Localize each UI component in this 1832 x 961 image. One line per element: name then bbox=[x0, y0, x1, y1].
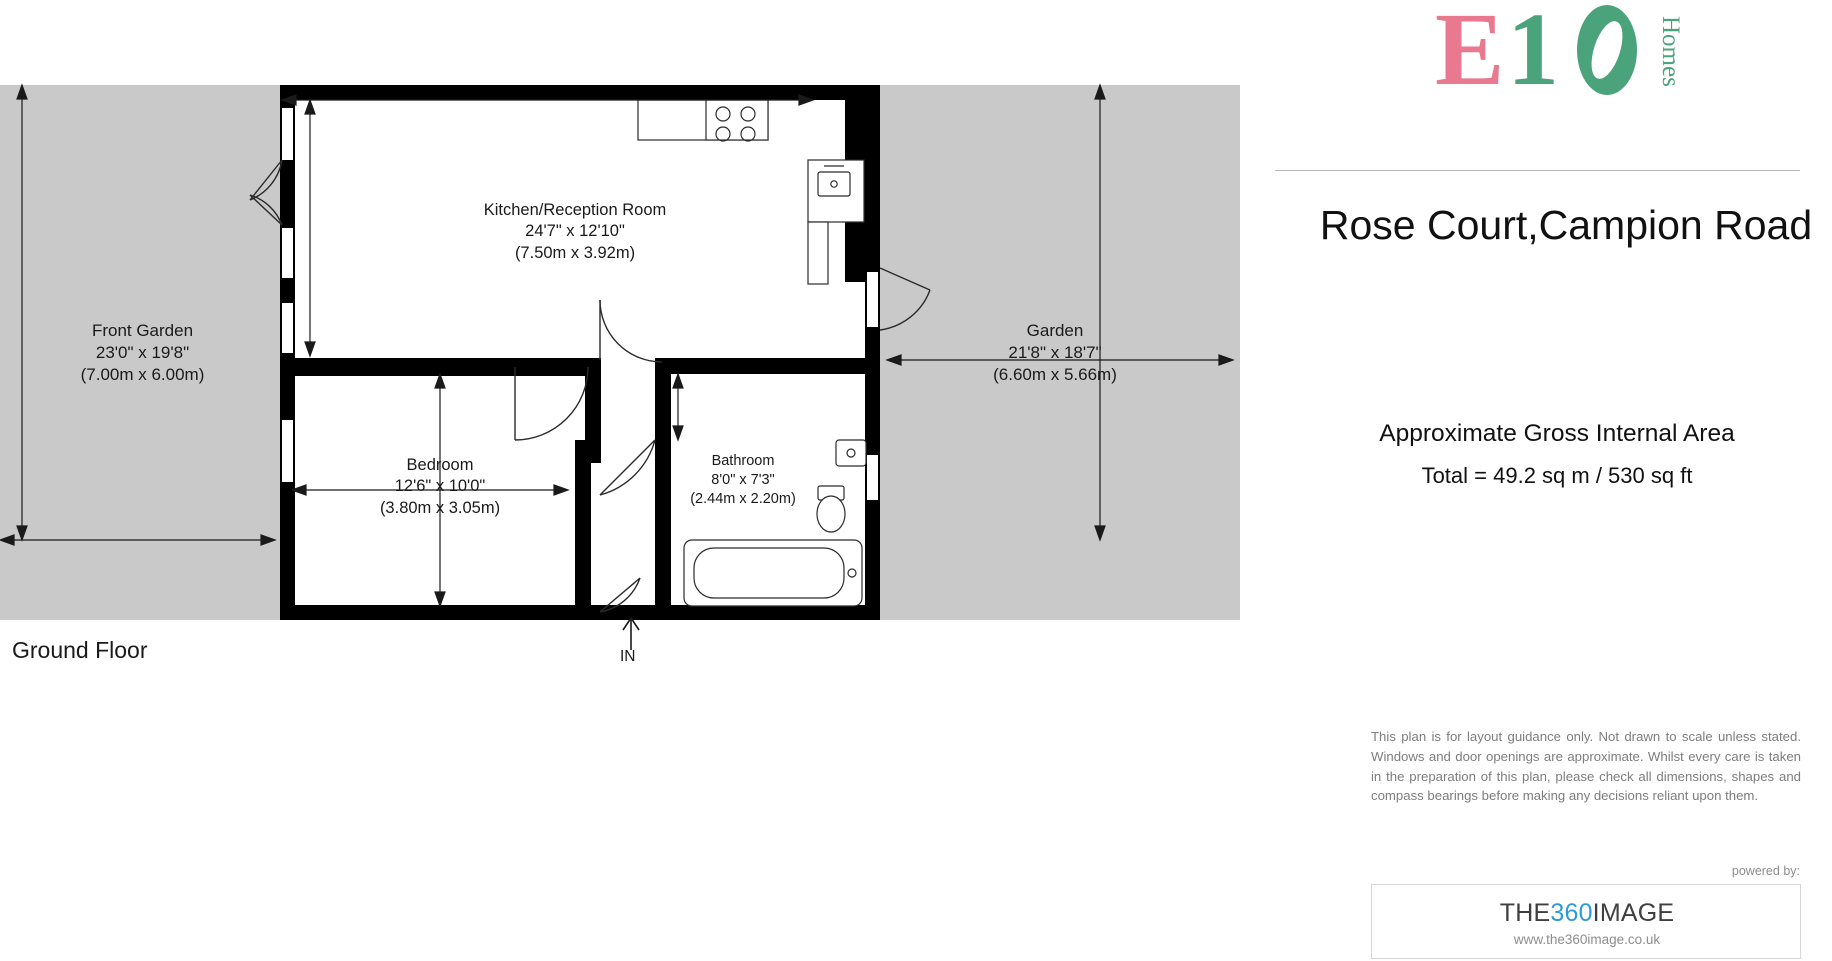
brand-360: 360 bbox=[1550, 899, 1593, 927]
wall-top bbox=[280, 85, 880, 100]
window-bathroom-right bbox=[867, 455, 878, 500]
wall-kitchen-recess-horizontal bbox=[845, 200, 880, 222]
powered-by-label: powered by: bbox=[1731, 864, 1800, 878]
wall-right bbox=[865, 85, 880, 620]
room-name: Garden bbox=[1026, 321, 1084, 340]
room-dim-imperial: 21'8" x 18'7" bbox=[1008, 343, 1102, 363]
the360image-url: www.the360image.co.uk bbox=[1513, 932, 1661, 947]
room-name: Kitchen/Reception Room bbox=[483, 201, 667, 219]
room-name: Bedroom bbox=[406, 456, 474, 474]
room-label-garden bbox=[890, 320, 1220, 386]
the360image-brand bbox=[1372, 899, 1802, 928]
svg-text:E: E bbox=[1435, 2, 1505, 107]
room-dim-metric: (7.50m x 3.92m) bbox=[514, 243, 636, 262]
property-title: Rose Court,Campion Road bbox=[1319, 202, 1813, 248]
room-label-bedroom bbox=[290, 455, 590, 519]
window-left-upper bbox=[282, 108, 293, 160]
room-label-kitchen-reception bbox=[340, 200, 810, 264]
room-dim-imperial: 23'0" x 19'8" bbox=[95, 343, 190, 363]
room-name: Bathroom bbox=[711, 453, 775, 469]
room-dim-metric: (2.44m x 2.20m) bbox=[690, 490, 796, 507]
entrance-label: IN bbox=[620, 648, 636, 665]
wall-kitchen-recess-vertical bbox=[845, 85, 867, 210]
room-dim-metric: (7.00m x 6.00m) bbox=[80, 365, 205, 385]
the360image-badge[interactable] bbox=[1371, 884, 1801, 959]
e10-homes-logo bbox=[1435, 2, 1735, 112]
window-left-mid bbox=[282, 228, 293, 278]
floor-title: Ground Floor bbox=[12, 637, 148, 663]
room-dim-imperial: 24'7" x 12'10" bbox=[525, 222, 625, 241]
area-total: Total = 49.2 sq m / 530 sq ft bbox=[1421, 463, 1693, 488]
wall-kitchen-recess-lower bbox=[845, 222, 867, 282]
room-dim-imperial: 12'6" x 10'0" bbox=[394, 477, 486, 496]
disclaimer-text: This plan is for layout guidance only. Not drawn to scale unless stated. Windows and door openings are approximate. Whilst every care is taken in the preparation of this plan, please check all dimensions, shapes and compass bearings before making any decisions reliant upon them. bbox=[1371, 729, 1801, 804]
svg-text:Homes: Homes bbox=[1657, 16, 1684, 87]
wall-hall-bedroom-short bbox=[395, 358, 515, 376]
window-right-lounge bbox=[867, 272, 878, 327]
area-heading: Approximate Gross Internal Area bbox=[1379, 420, 1735, 447]
divider-top bbox=[1275, 170, 1800, 171]
svg-text:1: 1 bbox=[1507, 2, 1559, 107]
brand-image: IMAGE bbox=[1592, 899, 1675, 927]
brand-the: THE bbox=[1499, 899, 1551, 927]
info-panel bbox=[1240, 0, 1832, 961]
wall-bathroom-top bbox=[655, 358, 870, 374]
room-label-bathroom bbox=[648, 452, 838, 509]
room-dim-metric: (3.80m x 3.05m) bbox=[379, 498, 501, 517]
room-dim-metric: (6.60m x 5.66m) bbox=[993, 365, 1117, 385]
room-name: Front Garden bbox=[91, 321, 194, 340]
room-dim-imperial: 8'0" x 7'3" bbox=[711, 471, 775, 488]
room-label-front-garden bbox=[0, 320, 285, 386]
